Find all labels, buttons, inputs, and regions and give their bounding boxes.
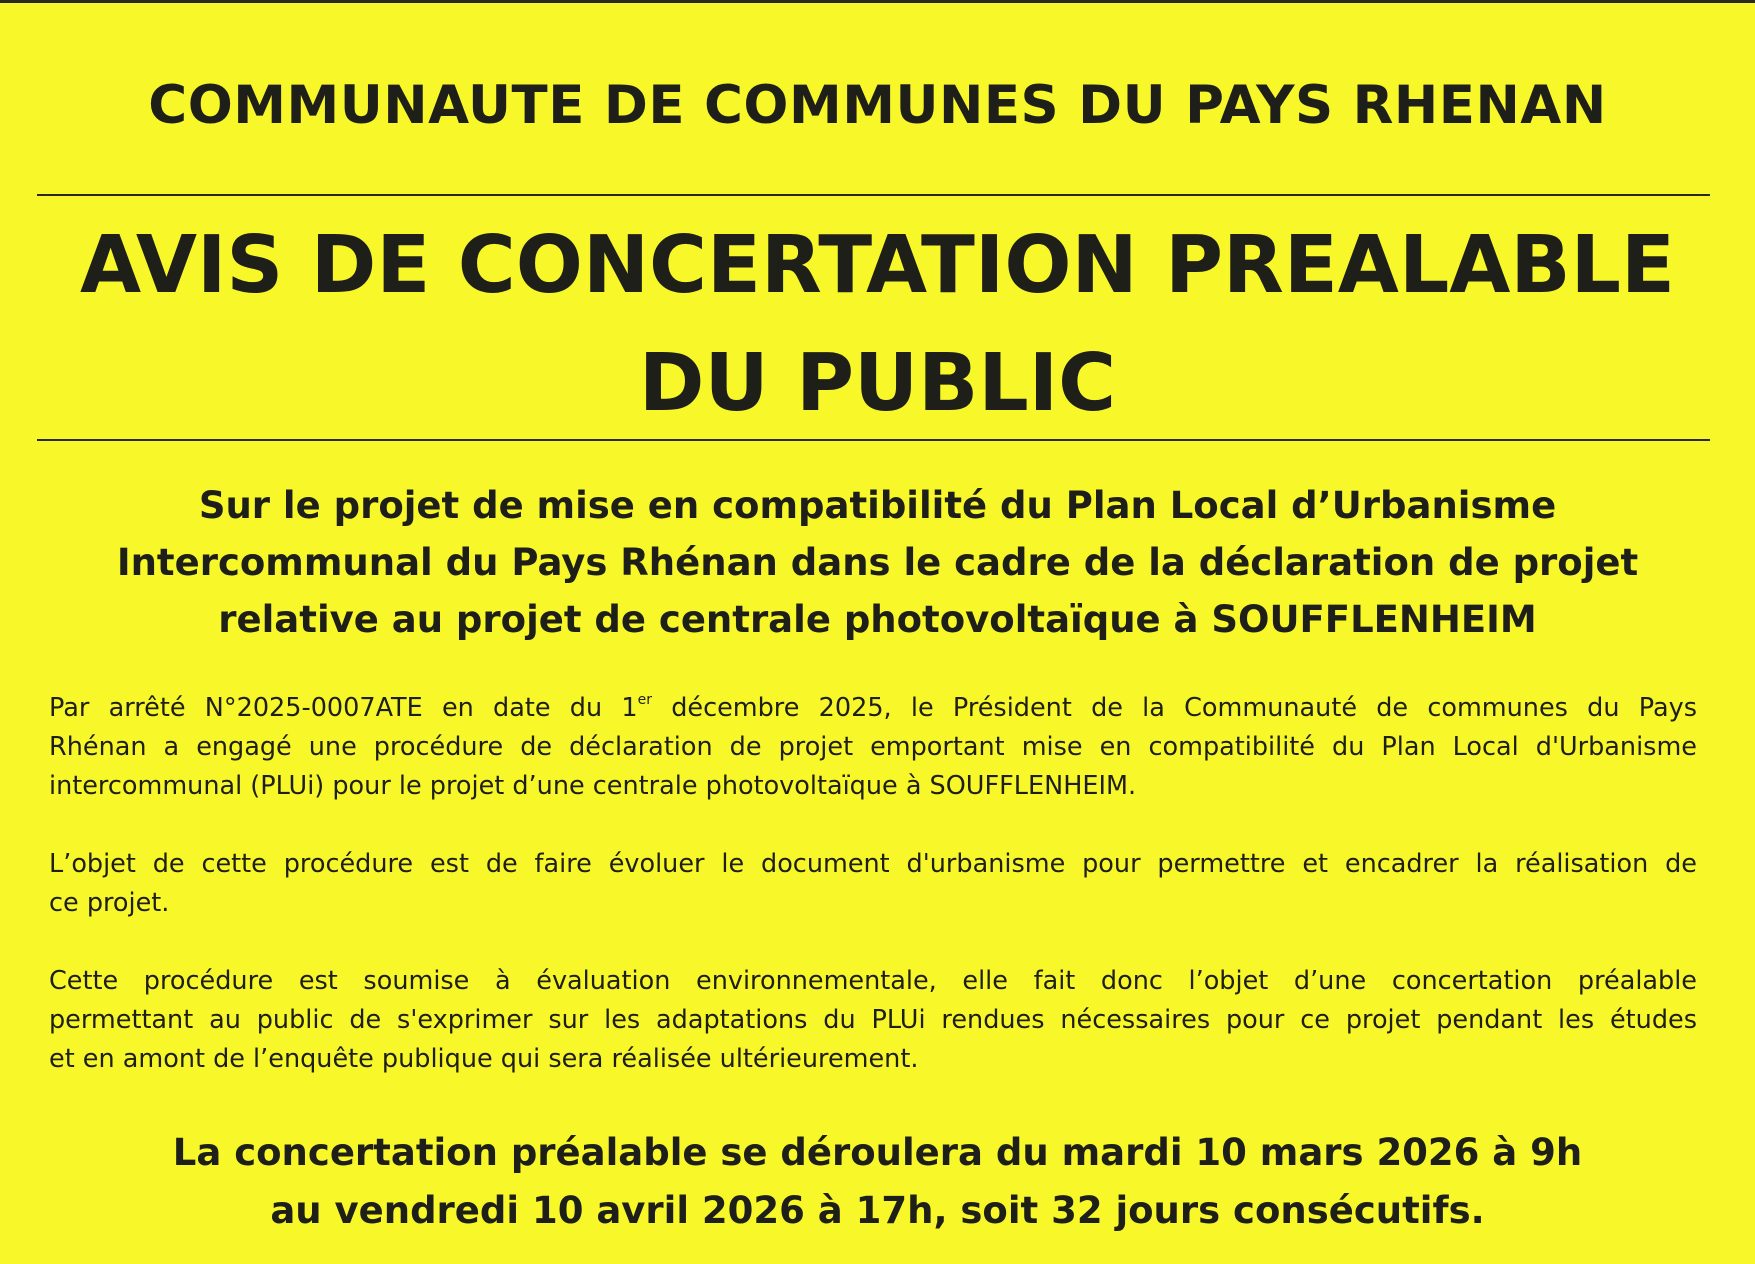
dates-line-2: au vendredi 10 avril 2026 à 17h, soit 32 jours consécutifs. (270, 1189, 1485, 1232)
paragraph-decree-line-1 (49, 689, 1697, 728)
notice-body (49, 689, 1697, 1118)
decree-text-after: décembre 2025, le Président de la Communauté de communes du Pays (651, 693, 1697, 723)
paragraph-evaluation-line-1: Cette procédure est soumise à évaluation environnementale, elle fait donc l’objet d’une concertation préalable (49, 966, 1697, 996)
subject-line-2: Intercommunal du Pays Rhénan dans le cadre de la déclaration de projet (116, 541, 1639, 584)
paragraph-decree-line-3: intercommunal (PLUi) pour le projet d’une centrale photovoltaïque à SOUFFLENHEIM. (49, 771, 1137, 801)
headline-line-2: DU PUBLIC (638, 337, 1117, 429)
concertation-dates (0, 1124, 1755, 1240)
subject-line-3: relative au projet de centrale photovoltaïque à SOUFFLENHEIM (218, 598, 1537, 641)
paragraph-evaluation (49, 962, 1697, 1079)
decree-text-before: Par arrêté N°2025-0007ATE en date du 1 (49, 693, 638, 723)
paragraph-evaluation-line-3: et en amont de l’enquête publique qui sera réalisée ultérieurement. (49, 1044, 919, 1074)
paragraph-decree-line-2: Rhénan a engagé une procédure de déclaration de projet emportant mise en compatibilité du Plan Local d'Urbanisme (49, 732, 1697, 762)
paragraph-purpose (49, 845, 1697, 923)
organization-name: COMMUNAUTE DE COMMUNES DU PAYS RHENAN (148, 75, 1607, 136)
paragraph-evaluation-line-2: permettant au public de s'exprimer sur les adaptations du PLUi rendues nécessaires pour ce projet pendant les études (49, 1005, 1697, 1035)
paragraph-purpose-line-1: L’objet de cette procédure est de faire évoluer le document d'urbanisme pour permettre et encadrer la réalisation de (49, 849, 1697, 879)
scan-top-edge (0, 0, 1755, 3)
paragraph-purpose-line-2: ce projet. (49, 888, 170, 918)
notice-subject (0, 477, 1755, 648)
headline-line-1: AVIS DE CONCERTATION PREALABLE (80, 219, 1675, 311)
dates-line-1: La concertation préalable se déroulera du mardi 10 mars 2026 à 9h (172, 1131, 1583, 1174)
decree-superscript: er (637, 692, 652, 708)
paragraph-decree (49, 689, 1697, 806)
divider-bottom (37, 439, 1710, 441)
subject-line-1: Sur le projet de mise en compatibilité du Plan Local d’Urbanisme (198, 484, 1557, 527)
divider-top (37, 194, 1710, 196)
notice-headline (0, 206, 1755, 442)
